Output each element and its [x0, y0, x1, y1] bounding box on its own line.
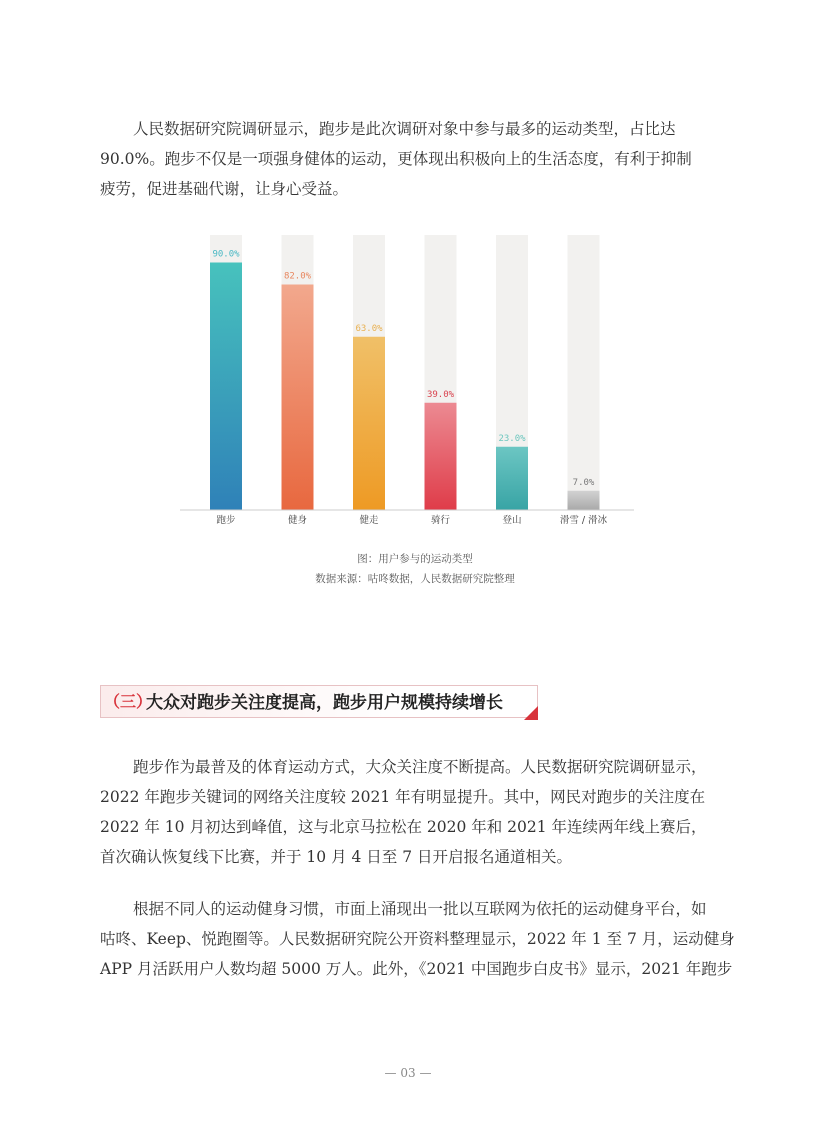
- paragraph-line: 首次确认恢复线下比赛，并于 10 月 4 日至 7 日开启报名通道相关。: [100, 848, 573, 866]
- category-label: 健身: [287, 515, 308, 526]
- data-label: 63.0%: [355, 323, 383, 334]
- bar: [425, 403, 457, 510]
- sports-type-bar-chart: [180, 230, 640, 530]
- paragraph-line: 2022 年跑步关键词的网络关注度较 2021 年有明显提升。其中，网民对跑步的关注度在: [100, 788, 706, 806]
- category-label: 登山: [502, 515, 522, 526]
- paragraph-platforms: [100, 894, 735, 984]
- data-label: 7.0%: [572, 477, 595, 488]
- data-label: 39.0%: [426, 389, 455, 400]
- bar: [282, 285, 314, 511]
- category-label: 跑步: [216, 515, 236, 526]
- data-label: 82.0%: [283, 271, 312, 282]
- paragraph-line: 90.0%。跑步不仅是一项强身健体的运动，更体现出积极向上的生活态度，有利于抑制: [100, 150, 692, 168]
- paragraph-line: 根据不同人的运动健身习惯，市面上涌现出一批以互联网为依托的运动健身平台，如: [133, 900, 707, 918]
- data-label: 23.0%: [498, 433, 526, 444]
- bar: [353, 337, 385, 510]
- section-heading: [100, 682, 538, 720]
- figure-caption: 图：用户参与的运动类型: [357, 553, 473, 565]
- paragraph-running-survey: [100, 114, 716, 204]
- paragraph-attention: [100, 752, 716, 872]
- category-label: 骑行: [430, 515, 451, 526]
- figure-source: 数据来源：咕咚数据，人民数据研究院整理: [315, 573, 515, 585]
- bar: [210, 263, 242, 511]
- bar-track: [568, 235, 600, 510]
- paragraph-line: 疲劳，促进基础代谢，让身心受益。: [100, 180, 349, 198]
- section-heading-corner-decoration: [524, 706, 538, 720]
- data-label: 90.0%: [212, 249, 240, 260]
- paragraph-line: 人民数据研究院调研显示，跑步是此次调研对象中参与最多的运动类型，占比达: [133, 120, 676, 138]
- paragraph-line: 2022 年 10 月初达到峰值，这与北京马拉松在 2020 年和 2021 年连续两年线上赛后，: [100, 818, 707, 836]
- page-number: — 03 —: [384, 1066, 432, 1080]
- bar: [496, 447, 528, 510]
- paragraph-line: APP 月活跃用户人数均超 5000 万人。此外，《2021 中国跑步白皮书》显示，2021 年跑步: [100, 960, 733, 978]
- category-label: 滑雪 / 滑冰: [559, 515, 608, 526]
- paragraph-line: 跑步作为最普及的体育运动方式，大众关注度不断提高。人民数据研究院调研显示，: [133, 758, 707, 776]
- bar: [568, 491, 600, 510]
- category-label: 健走: [359, 515, 379, 526]
- section-title: 大众对跑步关注度提高，跑步用户规模持续增长: [146, 693, 503, 713]
- section-number: （三）: [104, 692, 153, 711]
- paragraph-line: 咕咚、Keep、悦跑圈等。人民数据研究院公开资料整理显示，2022 年 1 至 7 月，运动健身: [100, 930, 735, 948]
